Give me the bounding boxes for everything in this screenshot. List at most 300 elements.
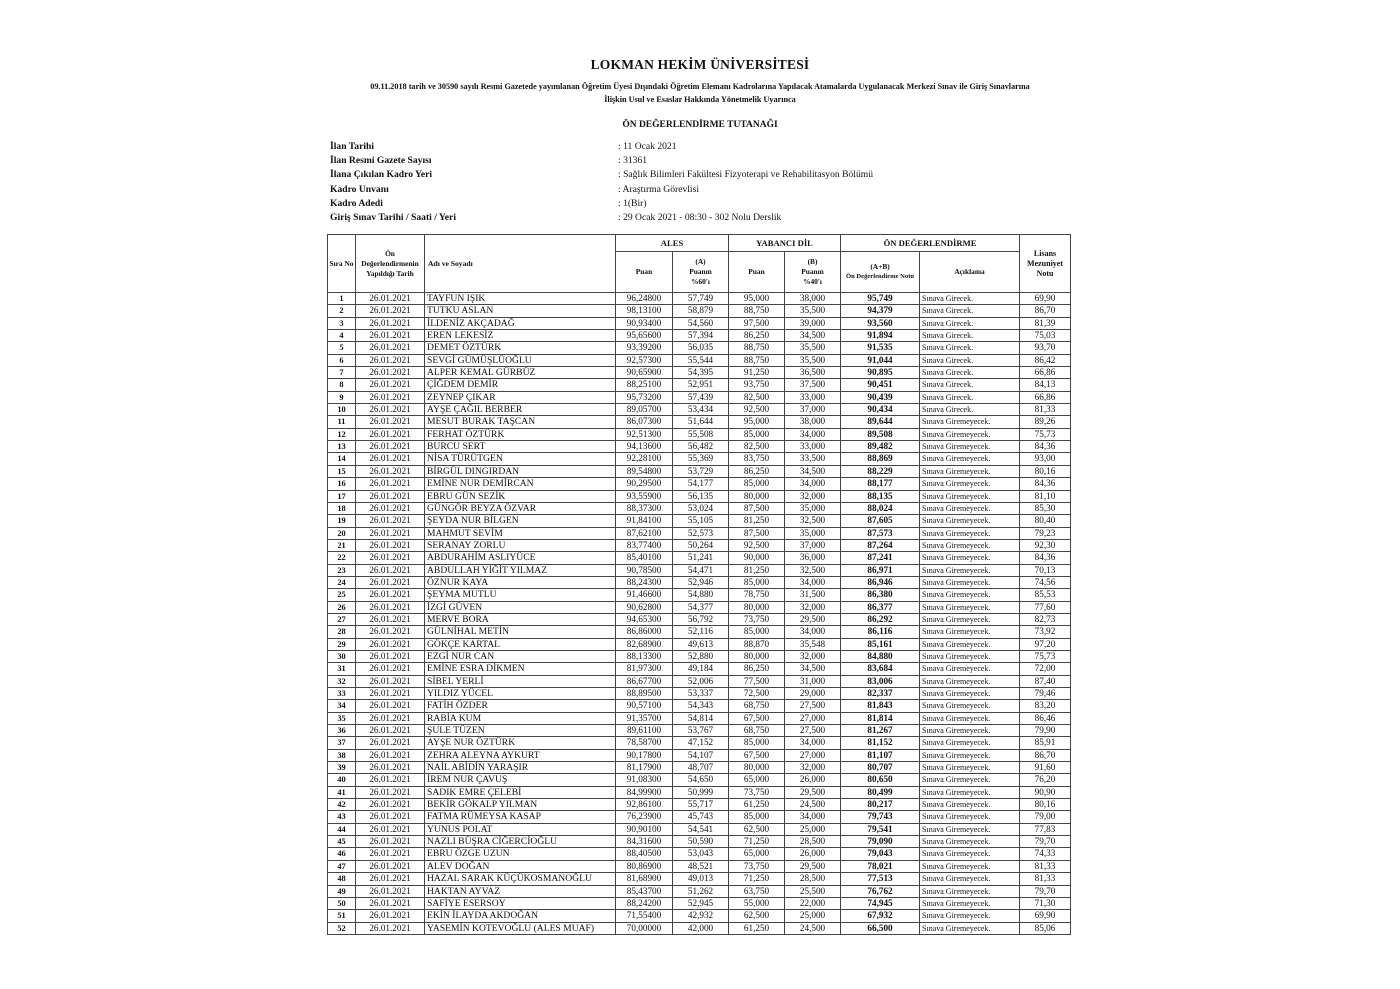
total-score-cell: 86,380 — [841, 589, 920, 601]
yd-b-cell: 34,000 — [785, 626, 841, 638]
aciklama-cell: Sınava Girecek. — [920, 342, 1020, 354]
tarih-cell: 26.01.2021 — [356, 576, 425, 588]
document-heading: ÖN DEĞERLENDİRME TUTANAĞI — [622, 120, 778, 130]
yd-puan-cell: 71,250 — [729, 873, 785, 885]
aciklama-cell: Sınava Giremeyecek. — [920, 552, 1020, 564]
sira-no-cell: 23 — [328, 564, 356, 576]
name-cell: MESUT BURAK TAŞCAN — [425, 416, 616, 428]
yd-puan-cell: 92,500 — [729, 404, 785, 416]
ales-a-cell: 52,116 — [673, 626, 729, 638]
yd-b-cell: 32,500 — [785, 515, 841, 527]
sira-no-cell: 41 — [328, 786, 356, 798]
total-score-cell: 85,161 — [841, 638, 920, 650]
total-score-cell: 80,217 — [841, 799, 920, 811]
yd-puan-cell: 85,000 — [729, 811, 785, 823]
tarih-cell: 26.01.2021 — [356, 552, 425, 564]
tarih-cell: 26.01.2021 — [356, 404, 425, 416]
lisans-cell: 84,13 — [1020, 379, 1071, 391]
ales-puan-cell: 95,73200 — [616, 391, 673, 403]
aciklama-cell: Sınava Giremeyecek. — [920, 922, 1020, 934]
ales-puan-cell: 90,29500 — [616, 478, 673, 490]
name-cell: YUNUS POLAT — [425, 823, 616, 835]
ales-puan-cell: 90,65900 — [616, 367, 673, 379]
total-score-cell: 83,684 — [841, 663, 920, 675]
aciklama-cell: Sınava Giremeyecek. — [920, 848, 1020, 860]
aciklama-cell: Sınava Giremeyecek. — [920, 416, 1020, 428]
table-row — [328, 774, 1071, 786]
yd-puan-cell: 67,500 — [729, 749, 785, 761]
ales-puan-cell: 85,43700 — [616, 885, 673, 897]
ales-puan-cell: 71,55400 — [616, 910, 673, 922]
total-score-cell: 87,264 — [841, 539, 920, 551]
lisans-cell: 84,36 — [1020, 478, 1071, 490]
sira-no-cell: 5 — [328, 342, 356, 354]
tarih-cell: 26.01.2021 — [356, 379, 425, 391]
ales-puan-cell: 81,17900 — [616, 762, 673, 774]
aciklama-cell: Sınava Girecek. — [920, 367, 1020, 379]
name-cell: İZGİ GÜVEN — [425, 601, 616, 613]
tarih-cell: 26.01.2021 — [356, 873, 425, 885]
table-row — [328, 515, 1071, 527]
ales-puan-cell: 88,13300 — [616, 650, 673, 662]
name-cell: AYŞE ÇAĞIL BERBER — [425, 404, 616, 416]
yd-b-cell: 32,000 — [785, 650, 841, 662]
ales-puan-cell: 88,40500 — [616, 848, 673, 860]
ales-puan-cell: 82,68900 — [616, 638, 673, 650]
sira-no-cell: 32 — [328, 675, 356, 687]
table-row — [328, 786, 1071, 798]
table-row — [328, 650, 1071, 662]
ales-puan-cell: 90,90100 — [616, 823, 673, 835]
table-row — [328, 613, 1071, 625]
ales-a-cell: 54,471 — [673, 564, 729, 576]
ales-puan-cell: 93,55900 — [616, 490, 673, 502]
total-score-cell: 91,894 — [841, 330, 920, 342]
subtitle-line-1: 09.11.2018 tarih ve 30590 sayılı Resmi Gazetede yayımlanan Öğretim Üyesi Dışındaki Öğretim Elemanı Kadrolarına Yapılacak Atamalarda Uygulanacak Merkezi Sınav ile Giriş Sınavlarına — [370, 82, 1030, 91]
aciklama-cell: Sınava Giremeyecek. — [920, 478, 1020, 490]
lisans-cell: 85,06 — [1020, 922, 1071, 934]
aciklama-cell: Sınava Giremeyecek. — [920, 688, 1020, 700]
sira-no-cell: 21 — [328, 539, 356, 551]
ales-a-cell: 53,024 — [673, 502, 729, 514]
yd-puan-cell: 87,500 — [729, 502, 785, 514]
yd-puan-cell: 90,000 — [729, 552, 785, 564]
lisans-cell: 82,73 — [1020, 613, 1071, 625]
lisans-cell: 93,70 — [1020, 342, 1071, 354]
sira-no-cell: 42 — [328, 799, 356, 811]
yd-b-cell: 33,000 — [785, 391, 841, 403]
total-score-cell: 81,814 — [841, 712, 920, 724]
lisans-cell: 85,30 — [1020, 502, 1071, 514]
name-cell: DEMET ÖZTÜRK — [425, 342, 616, 354]
lisans-cell: 79,70 — [1020, 836, 1071, 848]
ales-a-cell: 53,729 — [673, 465, 729, 477]
ales-puan-cell: 83,77400 — [616, 539, 673, 551]
header-ales: ALES — [616, 235, 729, 252]
yd-b-cell: 32,500 — [785, 564, 841, 576]
lisans-cell: 79,23 — [1020, 527, 1071, 539]
aciklama-cell: Sınava Giremeyecek. — [920, 613, 1020, 625]
ales-puan-cell: 78,58700 — [616, 737, 673, 749]
total-score-cell: 90,895 — [841, 367, 920, 379]
sira-no-cell: 7 — [328, 367, 356, 379]
sira-no-cell: 37 — [328, 737, 356, 749]
tarih-cell: 26.01.2021 — [356, 478, 425, 490]
header-yd-b — [785, 252, 841, 293]
name-cell: BURCU SERT — [425, 441, 616, 453]
ales-puan-cell: 92,51300 — [616, 428, 673, 440]
yd-puan-cell: 65,000 — [729, 774, 785, 786]
sira-no-cell: 3 — [328, 317, 356, 329]
total-score-cell: 67,932 — [841, 910, 920, 922]
table-row — [328, 490, 1071, 502]
ales-a-cell: 54,880 — [673, 589, 729, 601]
yd-b-cell: 37,000 — [785, 404, 841, 416]
yd-b-cell: 29,500 — [785, 613, 841, 625]
aciklama-cell: Sınava Giremeyecek. — [920, 465, 1020, 477]
yd-b-cell: 27,000 — [785, 712, 841, 724]
ales-puan-cell: 87,62100 — [616, 527, 673, 539]
total-score-cell: 91,535 — [841, 342, 920, 354]
total-score-cell: 66,500 — [841, 922, 920, 934]
yd-puan-cell: 80,000 — [729, 650, 785, 662]
yd-b-cell: 32,000 — [785, 762, 841, 774]
info-value: : 1(Bir) — [618, 197, 647, 209]
table-row — [328, 552, 1071, 564]
lisans-cell: 77,60 — [1020, 601, 1071, 613]
total-score-cell: 89,482 — [841, 441, 920, 453]
ales-puan-cell: 91,35700 — [616, 712, 673, 724]
name-cell: NAİL ABİDİN YARAŞIR — [425, 762, 616, 774]
yd-b-cell: 34,000 — [785, 576, 841, 588]
total-score-cell: 76,762 — [841, 885, 920, 897]
name-cell: BEKİR GÖKALP YILMAN — [425, 799, 616, 811]
table-row — [328, 576, 1071, 588]
header-a-sub: Puanın %60'ı — [689, 267, 712, 286]
yd-b-cell: 38,000 — [785, 293, 841, 305]
total-score-cell: 95,749 — [841, 293, 920, 305]
aciklama-cell: Sınava Giremeyecek. — [920, 836, 1020, 848]
total-score-cell: 80,499 — [841, 786, 920, 798]
table-row — [328, 564, 1071, 576]
table-row — [328, 675, 1071, 687]
sira-no-cell: 17 — [328, 490, 356, 502]
total-score-cell: 80,707 — [841, 762, 920, 774]
total-score-cell: 82,337 — [841, 688, 920, 700]
sira-no-cell: 12 — [328, 428, 356, 440]
table-row — [328, 317, 1071, 329]
yd-b-cell: 26,000 — [785, 848, 841, 860]
tarih-cell: 26.01.2021 — [356, 391, 425, 403]
sira-no-cell: 49 — [328, 885, 356, 897]
yd-puan-cell: 88,750 — [729, 305, 785, 317]
total-score-cell: 91,044 — [841, 354, 920, 366]
name-cell: EMİNE NUR DEMİRCAN — [425, 478, 616, 490]
header-b-label: (B) — [807, 257, 818, 266]
total-score-cell: 88,869 — [841, 453, 920, 465]
aciklama-cell: Sınava Giremeyecek. — [920, 441, 1020, 453]
tarih-cell: 26.01.2021 — [356, 330, 425, 342]
sira-no-cell: 50 — [328, 897, 356, 909]
header-b-sub: Puanın %40'ı — [801, 267, 824, 286]
yd-b-cell: 27,500 — [785, 700, 841, 712]
total-score-cell: 86,946 — [841, 576, 920, 588]
yd-b-cell: 34,500 — [785, 663, 841, 675]
ales-a-cell: 47,152 — [673, 737, 729, 749]
sira-no-cell: 35 — [328, 712, 356, 724]
yd-puan-cell: 81,250 — [729, 564, 785, 576]
lisans-cell: 72,00 — [1020, 663, 1071, 675]
yd-puan-cell: 85,000 — [729, 626, 785, 638]
tarih-cell: 26.01.2021 — [356, 465, 425, 477]
name-cell: ALEV DOĞAN — [425, 860, 616, 872]
tarih-cell: 26.01.2021 — [356, 317, 425, 329]
ales-puan-cell: 94,13600 — [616, 441, 673, 453]
yd-puan-cell: 88,750 — [729, 354, 785, 366]
aciklama-cell: Sınava Girecek. — [920, 354, 1020, 366]
aciklama-cell: Sınava Giremeyecek. — [920, 700, 1020, 712]
tarih-cell: 26.01.2021 — [356, 663, 425, 675]
total-score-cell: 90,451 — [841, 379, 920, 391]
sira-no-cell: 20 — [328, 527, 356, 539]
name-cell: EBRU ÖZGE UZUN — [425, 848, 616, 860]
table-row — [328, 416, 1071, 428]
table-row — [328, 539, 1071, 551]
sira-no-cell: 28 — [328, 626, 356, 638]
yd-b-cell: 35,548 — [785, 638, 841, 650]
ales-a-cell: 58,879 — [673, 305, 729, 317]
header-lisans: Lisans Mezuniyet Notu — [1020, 235, 1071, 293]
lisans-cell: 74,33 — [1020, 848, 1071, 860]
yd-puan-cell: 88,870 — [729, 638, 785, 650]
lisans-cell: 86,42 — [1020, 354, 1071, 366]
ales-puan-cell: 84,99900 — [616, 786, 673, 798]
yd-b-cell: 37,500 — [785, 379, 841, 391]
yd-puan-cell: 61,250 — [729, 922, 785, 934]
header-yabanci-dil: YABANCI DİL — [729, 235, 841, 252]
lisans-cell: 69,90 — [1020, 293, 1071, 305]
yd-b-cell: 28,500 — [785, 873, 841, 885]
lisans-cell: 79,46 — [1020, 688, 1071, 700]
ales-puan-cell: 88,37300 — [616, 502, 673, 514]
yd-b-cell: 34,500 — [785, 465, 841, 477]
name-cell: TAYFUN IŞIK — [425, 293, 616, 305]
table-row — [328, 922, 1071, 934]
total-score-cell: 86,377 — [841, 601, 920, 613]
lisans-cell: 81,39 — [1020, 317, 1071, 329]
header-a-label: (A) — [695, 257, 706, 266]
ales-a-cell: 49,013 — [673, 873, 729, 885]
tarih-cell: 26.01.2021 — [356, 527, 425, 539]
tarih-cell: 26.01.2021 — [356, 515, 425, 527]
tarih-cell: 26.01.2021 — [356, 416, 425, 428]
total-score-cell: 90,434 — [841, 404, 920, 416]
total-score-cell: 86,116 — [841, 626, 920, 638]
aciklama-cell: Sınava Giremeyecek. — [920, 675, 1020, 687]
info-row — [330, 211, 930, 225]
yd-b-cell: 39,000 — [785, 317, 841, 329]
aciklama-cell: Sınava Giremeyecek. — [920, 428, 1020, 440]
tarih-cell: 26.01.2021 — [356, 564, 425, 576]
yd-b-cell: 35,500 — [785, 305, 841, 317]
lisans-cell: 75,03 — [1020, 330, 1071, 342]
total-score-cell: 79,541 — [841, 823, 920, 835]
aciklama-cell: Sınava Girecek. — [920, 404, 1020, 416]
info-value: : Araştırma Görevlisi — [618, 183, 699, 195]
yd-puan-cell: 82,500 — [729, 441, 785, 453]
name-cell: ÇİĞDEM DEMİR — [425, 379, 616, 391]
aciklama-cell: Sınava Giremeyecek. — [920, 897, 1020, 909]
lisans-cell: 69,90 — [1020, 910, 1071, 922]
ales-puan-cell: 90,62800 — [616, 601, 673, 613]
table-row — [328, 305, 1071, 317]
ales-puan-cell: 92,86100 — [616, 799, 673, 811]
yd-b-cell: 32,000 — [785, 490, 841, 502]
yd-b-cell: 35,500 — [785, 354, 841, 366]
name-cell: FATMA RÜMEYSA KASAP — [425, 811, 616, 823]
table-row — [328, 478, 1071, 490]
lisans-cell: 76,20 — [1020, 774, 1071, 786]
ales-a-cell: 42,932 — [673, 910, 729, 922]
tarih-cell: 26.01.2021 — [356, 749, 425, 761]
ales-a-cell: 52,945 — [673, 897, 729, 909]
aciklama-cell: Sınava Giremeyecek. — [920, 626, 1020, 638]
name-cell: SEVGİ GÜMÜŞLÜOĞLU — [425, 354, 616, 366]
yd-puan-cell: 83,750 — [729, 453, 785, 465]
lisans-cell: 79,00 — [1020, 811, 1071, 823]
ales-a-cell: 42,000 — [673, 922, 729, 934]
yd-puan-cell: 97,500 — [729, 317, 785, 329]
info-label: İlana Çıkılan Kadro Yeri — [330, 169, 433, 181]
ales-puan-cell: 88,25100 — [616, 379, 673, 391]
total-score-cell: 93,560 — [841, 317, 920, 329]
yd-b-cell: 24,500 — [785, 799, 841, 811]
total-score-cell: 81,843 — [841, 700, 920, 712]
header-ales-puan: Puan — [616, 252, 673, 293]
yd-b-cell: 24,500 — [785, 922, 841, 934]
table-row — [328, 848, 1071, 860]
table-row — [328, 354, 1071, 366]
tarih-cell: 26.01.2021 — [356, 811, 425, 823]
sira-no-cell: 30 — [328, 650, 356, 662]
yd-puan-cell: 82,500 — [729, 391, 785, 403]
yd-puan-cell: 73,750 — [729, 860, 785, 872]
table-row — [328, 762, 1071, 774]
yd-b-cell: 26,000 — [785, 774, 841, 786]
total-score-cell: 86,292 — [841, 613, 920, 625]
aciklama-cell: Sınava Giremeyecek. — [920, 910, 1020, 922]
yd-puan-cell: 80,000 — [729, 490, 785, 502]
lisans-cell: 87,40 — [1020, 675, 1071, 687]
ales-a-cell: 51,644 — [673, 416, 729, 428]
lisans-cell: 91,60 — [1020, 762, 1071, 774]
info-row — [330, 183, 930, 197]
yd-puan-cell: 71,250 — [729, 836, 785, 848]
info-label: Kadro Adedi — [330, 197, 383, 209]
lisans-cell: 81,10 — [1020, 490, 1071, 502]
yd-b-cell: 36,000 — [785, 552, 841, 564]
table-row — [328, 589, 1071, 601]
sira-no-cell: 47 — [328, 860, 356, 872]
tarih-cell: 26.01.2021 — [356, 626, 425, 638]
tarih-cell: 26.01.2021 — [356, 688, 425, 700]
lisans-cell: 75,73 — [1020, 428, 1071, 440]
name-cell: ŞEYDA NUR BİLGEN — [425, 515, 616, 527]
aciklama-cell: Sınava Giremeyecek. — [920, 515, 1020, 527]
lisans-cell: 81,33 — [1020, 860, 1071, 872]
sira-no-cell: 2 — [328, 305, 356, 317]
evaluation-table — [327, 234, 1071, 935]
tarih-cell: 26.01.2021 — [356, 823, 425, 835]
yd-puan-cell: 88,750 — [729, 342, 785, 354]
yd-puan-cell: 62,500 — [729, 823, 785, 835]
tarih-cell: 26.01.2021 — [356, 539, 425, 551]
yd-puan-cell: 87,500 — [729, 527, 785, 539]
info-label: İlan Tarihi — [330, 141, 374, 152]
lisans-cell: 80,16 — [1020, 799, 1071, 811]
yd-b-cell: 38,000 — [785, 416, 841, 428]
lisans-cell: 79,90 — [1020, 725, 1071, 737]
yd-b-cell: 34,500 — [785, 330, 841, 342]
name-cell: GÖKÇE KARTAL — [425, 638, 616, 650]
yd-b-cell: 33,500 — [785, 453, 841, 465]
ales-a-cell: 54,343 — [673, 700, 729, 712]
tarih-cell: 26.01.2021 — [356, 725, 425, 737]
sira-no-cell: 40 — [328, 774, 356, 786]
aciklama-cell: Sınava Giremeyecek. — [920, 453, 1020, 465]
name-cell: İREM NUR ÇAVUŞ — [425, 774, 616, 786]
ales-a-cell: 54,395 — [673, 367, 729, 379]
sira-no-cell: 34 — [328, 700, 356, 712]
ales-a-cell: 54,814 — [673, 712, 729, 724]
sira-no-cell: 38 — [328, 749, 356, 761]
name-cell: MERVE BORA — [425, 613, 616, 625]
table-row — [328, 860, 1071, 872]
lisans-cell: 89,26 — [1020, 416, 1071, 428]
lisans-cell: 73,92 — [1020, 626, 1071, 638]
total-score-cell: 86,971 — [841, 564, 920, 576]
sira-no-cell: 10 — [328, 404, 356, 416]
yd-puan-cell: 73,750 — [729, 613, 785, 625]
tarih-cell: 26.01.2021 — [356, 700, 425, 712]
aciklama-cell: Sınava Girecek. — [920, 305, 1020, 317]
name-cell: SADIK EMRE ÇELEBİ — [425, 786, 616, 798]
yd-puan-cell: 92,500 — [729, 539, 785, 551]
table-row — [328, 737, 1071, 749]
ales-a-cell: 53,043 — [673, 848, 729, 860]
name-cell: FATİH ÖZDER — [425, 700, 616, 712]
aciklama-cell: Sınava Giremeyecek. — [920, 774, 1020, 786]
total-score-cell: 79,743 — [841, 811, 920, 823]
table-row — [328, 873, 1071, 885]
total-score-cell: 89,508 — [841, 428, 920, 440]
tarih-cell: 26.01.2021 — [356, 910, 425, 922]
table-row — [328, 836, 1071, 848]
name-cell: ZEHRA ALEYNA AYKURT — [425, 749, 616, 761]
table-row — [328, 293, 1071, 305]
tarih-cell: 26.01.2021 — [356, 305, 425, 317]
sira-no-cell: 39 — [328, 762, 356, 774]
lisans-cell: 66,86 — [1020, 391, 1071, 403]
name-cell: RABİA KUM — [425, 712, 616, 724]
yd-b-cell: 25,000 — [785, 910, 841, 922]
table-row — [328, 428, 1071, 440]
ales-a-cell: 54,107 — [673, 749, 729, 761]
ales-a-cell: 48,707 — [673, 762, 729, 774]
yd-puan-cell: 95,000 — [729, 416, 785, 428]
sira-no-cell: 43 — [328, 811, 356, 823]
aciklama-cell: Sınava Giremeyecek. — [920, 638, 1020, 650]
